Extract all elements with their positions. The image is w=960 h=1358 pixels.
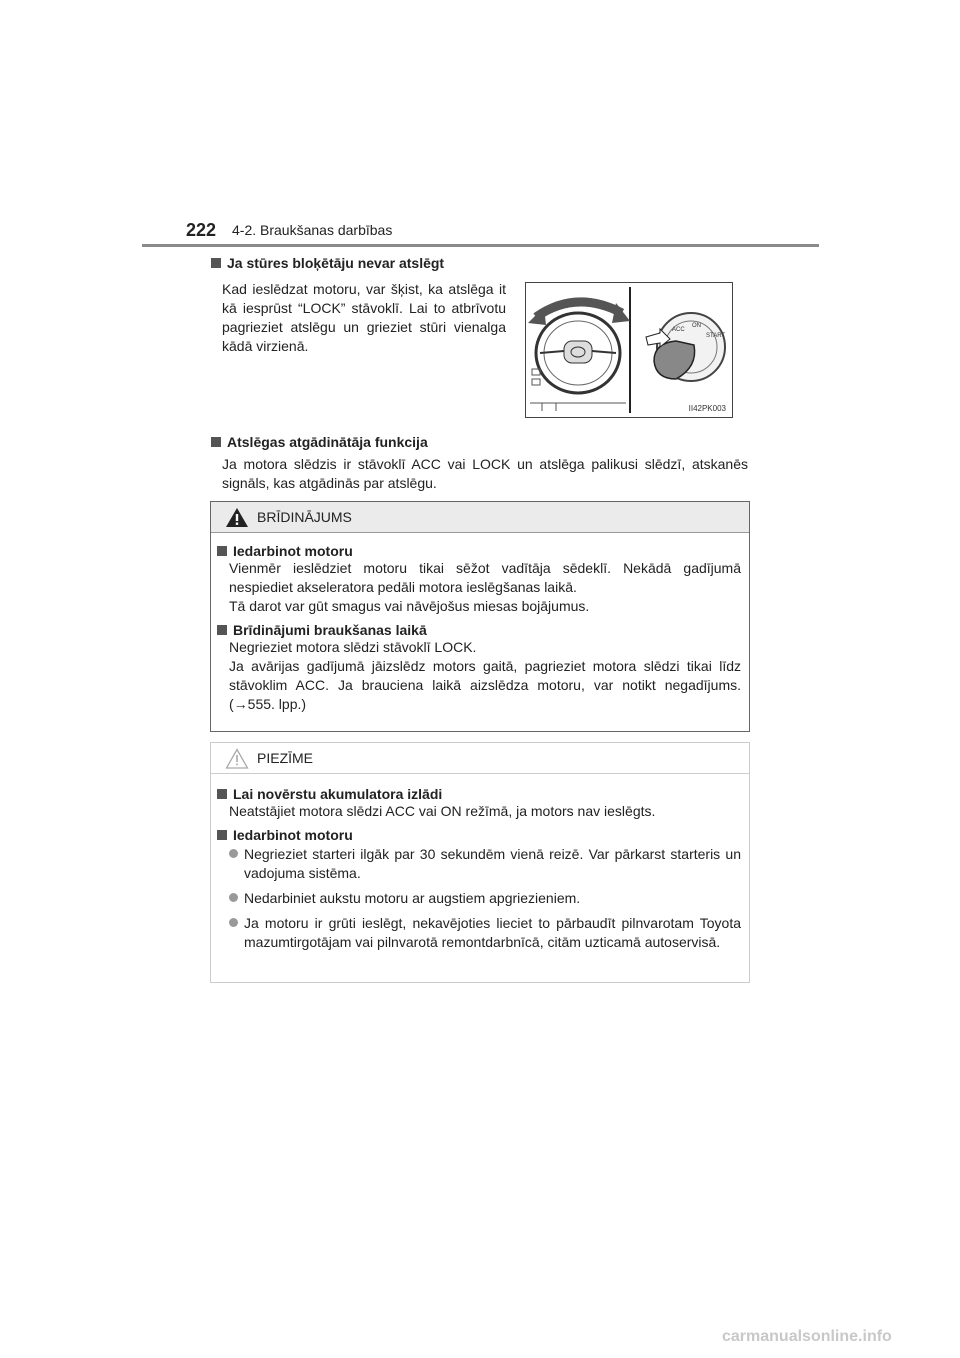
start-label: START xyxy=(706,333,726,339)
notice-item xyxy=(217,786,741,821)
notice-bullet xyxy=(229,889,741,908)
warning-title: BRĪDINĀJUMS xyxy=(257,509,352,525)
notice-header xyxy=(211,743,749,774)
notice-item-text: Neatstājiet motora slēdzi ACC vai ON režīmā, ja motors nav ieslēgts. xyxy=(229,803,656,819)
section-paragraph: Ja motora slēdzis ir stāvoklī ACC vai LOCK un atslēga palikusi slēdzī, atskanēs signāls, kas atgādinās par atslēgu. xyxy=(222,456,748,491)
warning-item-line: Ja avārijas gadījumā jāizslēdz motors gaitā, pagrieziet motora slēdzi tikai līdz stāvoklim ACC. Ja brauciena laikā aizslēdza motoru, var notikt negadījums. (→555. lpp.) xyxy=(229,658,741,712)
warning-body xyxy=(211,533,749,714)
warning-item-heading xyxy=(217,622,741,638)
notice-item-heading xyxy=(217,786,741,802)
warning-item xyxy=(217,543,741,616)
bullet-dot-icon xyxy=(229,918,238,927)
square-bullet-icon xyxy=(217,625,227,635)
notice-item-heading-text: Iedarbinot motoru xyxy=(233,827,353,843)
figure-code: II42PK003 xyxy=(688,404,726,413)
watermark-link[interactable]: carmanualsonline.info xyxy=(722,1328,892,1345)
notice-bullet-text: Negrieziet starteri ilgāk par 30 sekundēm vienā reizē. Var pārkarst starteris un vadojuma sistēma. xyxy=(244,846,741,881)
page-number: 222 xyxy=(186,220,217,240)
warning-item-line: Vienmēr ieslēdziet motoru tikai sēžot vadītāja sēdeklī. Nekādā gadījumā nespiediet akseleratora pedāli motora ieslēgšanas laikā. xyxy=(229,560,741,595)
warning-item-line: Tā darot var gūt smagus vai nāvējošus miesas bojājumus. xyxy=(229,598,590,614)
on-label: ON xyxy=(692,323,701,329)
section-heading-text: Atslēgas atgādinātāja funkcija xyxy=(227,434,428,450)
chapter-title: 4-2. Braukšanas darbības xyxy=(232,222,393,238)
section-heading-key-reminder xyxy=(211,434,428,450)
steering-lock-illustration xyxy=(525,282,733,418)
section-heading-steering-lock xyxy=(211,255,444,271)
square-bullet-icon xyxy=(211,258,221,268)
notice-body xyxy=(211,774,749,952)
steering-wheel-key-drawing xyxy=(526,283,732,417)
notice-title: PIEZĪME xyxy=(257,750,314,766)
acc-label: ACC xyxy=(672,327,685,333)
bullet-dot-icon xyxy=(229,893,238,902)
bullet-dot-icon xyxy=(229,849,238,858)
warning-triangle-icon xyxy=(225,507,249,528)
warning-box xyxy=(210,501,750,732)
warning-item-line: Negrieziet motora slēdzi stāvoklī LOCK. xyxy=(229,639,477,655)
notice-item-heading-text: Lai novērstu akumulatora izlādi xyxy=(233,786,443,802)
section-heading-text: Ja stūres bloķētāju nevar atslēgt xyxy=(227,255,445,271)
notice-bullet xyxy=(229,845,741,883)
caution-triangle-icon xyxy=(225,748,249,769)
warning-item-heading xyxy=(217,543,741,559)
notice-box xyxy=(210,742,750,983)
notice-bullet-text: Ja motoru ir grūti ieslēgt, nekavējoties lieciet to pārbaudīt pilnvarotam Toyota mazumtirgotājam vai pilnvarotā remontdarbnīcā, citām uzticamā autoservisā. xyxy=(244,915,741,950)
square-bullet-icon xyxy=(217,546,227,556)
warning-item xyxy=(217,622,741,714)
notice-item xyxy=(217,827,741,952)
notice-bullet-text: Nedarbiniet aukstu motoru ar augstiem apgriezieniem. xyxy=(244,890,581,906)
warning-header xyxy=(211,502,749,533)
warning-item-heading-text: Brīdinājumi braukšanas laikā xyxy=(233,622,427,638)
section-paragraph: Kad ieslēdzat motoru, var šķist, ka atslēga it kā iesprūst “LOCK” stāvoklī. Lai to atbrīvotu pagrieziet atslēgu un grieziet stūri vienalga kādā virzienā. xyxy=(222,281,506,354)
square-bullet-icon xyxy=(217,830,227,840)
square-bullet-icon xyxy=(217,789,227,799)
header-rule xyxy=(142,244,819,247)
warning-item-heading-text: Iedarbinot motoru xyxy=(233,543,353,559)
notice-bullet xyxy=(229,914,741,952)
notice-item-heading xyxy=(217,827,741,843)
square-bullet-icon xyxy=(211,437,221,447)
